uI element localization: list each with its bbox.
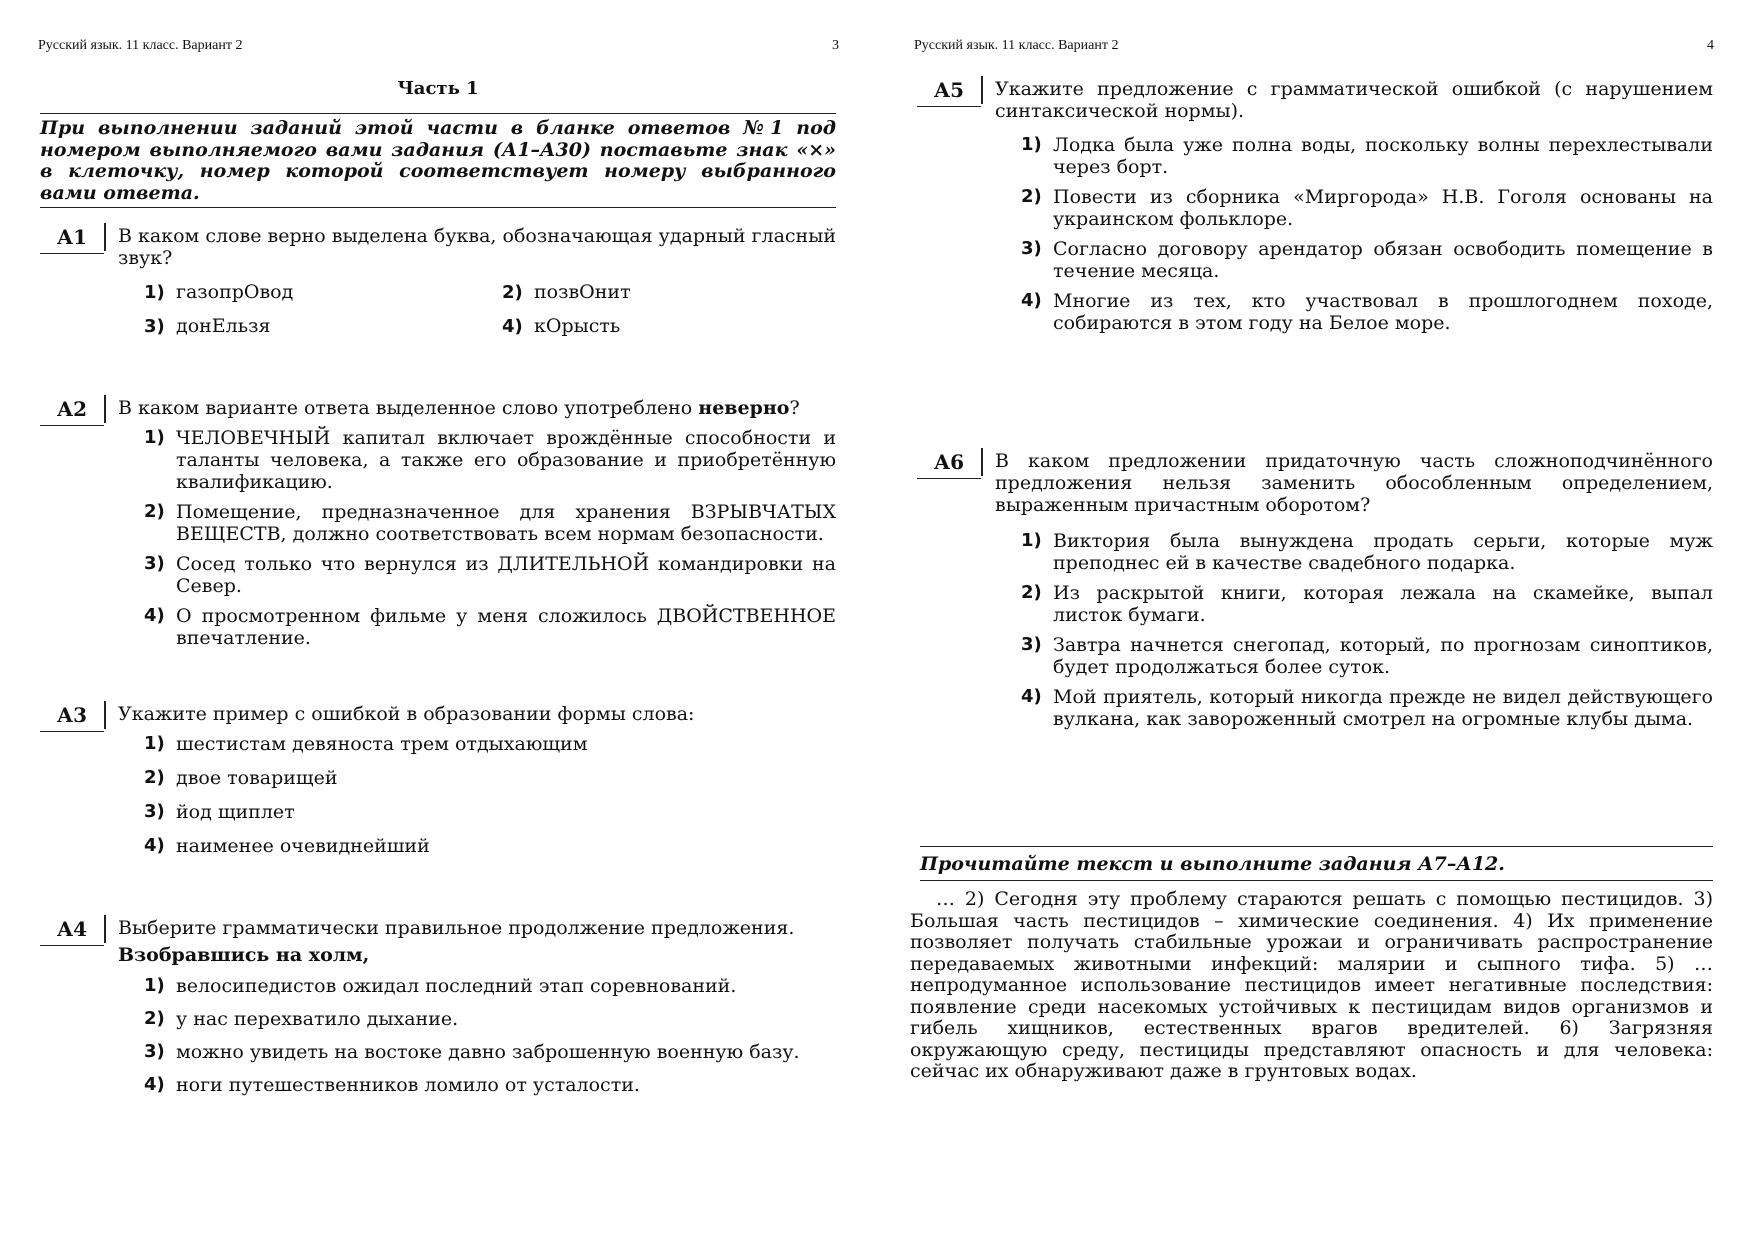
right-page: [877, 0, 1754, 1239]
question-text: Выберите грамматически правильное продолжение предложения.: [118, 917, 795, 939]
option-4[interactable]: [502, 315, 620, 337]
option-1[interactable]: [1021, 530, 1713, 574]
option-number: 4): [1021, 290, 1042, 311]
option-text: Согласно договору арендатор обязан освободить помещение в течение месяца.: [1053, 238, 1713, 282]
option-number: 2): [144, 1008, 165, 1029]
option-number: 3): [144, 801, 165, 822]
label-divider: [104, 915, 106, 943]
option-number: 4): [144, 835, 165, 856]
option-text: шестистам девяноста трем отдыхающим: [176, 733, 588, 755]
option-text: наименее очевиднейший: [176, 835, 430, 857]
option-4[interactable]: [144, 835, 836, 857]
page-header: Русский язык. 11 класс. Вариант 2: [914, 38, 1119, 53]
option-2[interactable]: [502, 281, 631, 303]
reading-instruction: Прочитайте текст и выполните задания А7–А12.: [920, 846, 1713, 881]
option-3[interactable]: [144, 801, 836, 823]
option-text: можно увидеть на востоке давно заброшенную военную базу.: [176, 1041, 800, 1063]
option-text: Многие из тех, кто участвовал в прошлогоднем походе, собираются в этом году на Белое море.: [1053, 290, 1713, 334]
task-label: А1: [40, 225, 104, 254]
option-text: позвОнит: [534, 281, 631, 303]
options-list: [144, 427, 836, 649]
option-text: кОрысть: [534, 315, 621, 337]
task-question: [118, 397, 836, 419]
option-4[interactable]: [1021, 686, 1713, 730]
options-list: [1021, 134, 1713, 334]
task-question: Укажите предложение с грамматической ошибкой (с нарушением синтаксической нормы).: [995, 78, 1713, 122]
option-number: 2): [144, 767, 165, 788]
option-number: 3): [1021, 238, 1042, 259]
page-number: 3: [832, 38, 839, 53]
option-text: ноги путешественников ломило от усталости.: [176, 1074, 640, 1096]
option-number: 2): [502, 282, 523, 303]
part-title: Часть 1: [397, 78, 479, 99]
task-label: А4: [40, 917, 104, 946]
option-number: 4): [144, 1074, 165, 1095]
label-divider: [981, 76, 983, 104]
task-question: В каком предложении придаточную часть сложноподчинённого предложения нельзя заменить обособленным определением, выраженным причастным оборотом?: [995, 450, 1713, 516]
option-number: 4): [502, 316, 523, 337]
option-text: Лодка была уже полна воды, поскольку волны перехлестывали через борт.: [1053, 134, 1713, 178]
option-text: двое товарищей: [176, 767, 338, 789]
options-list: [144, 975, 836, 1096]
option-number: 1): [1021, 530, 1042, 551]
question-text: В каком варианте ответа выделенное слово употреблено: [118, 397, 699, 419]
option-number: 3): [144, 1041, 165, 1062]
option-2[interactable]: [1021, 186, 1713, 230]
question-emphasis: неверно: [698, 397, 790, 419]
option-3[interactable]: [1021, 634, 1713, 678]
option-4[interactable]: [1021, 290, 1713, 334]
option-number: 2): [144, 501, 165, 522]
option-text: Сосед только что вернулся из ДЛИТЕЛЬНОЙ командировки на Север.: [176, 553, 836, 597]
option-text: О просмотренном фильме у меня сложилось ДВОЙСТВЕННОЕ впечатление.: [176, 605, 836, 649]
option-3[interactable]: [1021, 238, 1713, 282]
option-1[interactable]: [144, 733, 836, 755]
option-3[interactable]: [144, 315, 270, 337]
option-text: велосипедистов ожидал последний этап соревнований.: [176, 975, 737, 997]
option-text: Помещение, предназначенное для хранения ВЗРЫВЧАТЫХ ВЕЩЕСТВ, должно соответствовать всем нормам безопасности.: [176, 501, 836, 545]
page-number: 4: [1707, 38, 1714, 53]
option-number: 1): [1021, 134, 1042, 155]
option-2[interactable]: [1021, 582, 1713, 626]
option-number: 4): [1021, 686, 1042, 707]
label-divider: [981, 448, 983, 476]
option-number: 3): [144, 553, 165, 574]
option-1[interactable]: [144, 281, 293, 303]
option-text: йод щиплет: [176, 801, 295, 823]
option-number: 2): [1021, 186, 1042, 207]
option-4[interactable]: [144, 605, 836, 649]
option-number: 1): [144, 427, 165, 448]
option-2[interactable]: [144, 1008, 836, 1030]
option-text: газопрОвод: [176, 281, 294, 303]
option-text: Из раскрытой книги, которая лежала на скамейке, выпал листок бумаги.: [1053, 582, 1713, 626]
option-number: 2): [1021, 582, 1042, 603]
question-text: ?: [789, 397, 800, 419]
page-header: Русский язык. 11 класс. Вариант 2: [38, 38, 243, 53]
task-label: А6: [917, 450, 981, 479]
option-number: 1): [144, 282, 165, 303]
option-1[interactable]: [1021, 134, 1713, 178]
option-4[interactable]: [144, 1074, 836, 1096]
option-text: у нас перехватило дыхание.: [176, 1008, 459, 1030]
option-text: донЕльзя: [176, 315, 271, 337]
label-divider: [104, 701, 106, 729]
option-number: 3): [1021, 634, 1042, 655]
options-list: [1021, 530, 1713, 730]
option-number: 4): [144, 605, 165, 626]
option-2[interactable]: [144, 501, 836, 545]
task-label: А5: [917, 78, 981, 107]
instruction-box: При выполнении заданий этой части в бланке ответов №1 под номером выполняемого вами задания (А1–А30) поставьте знак «×» в клеточку, номер которой соответствует номеру выбранного вами ответа.: [40, 113, 836, 208]
task-label: А3: [40, 703, 104, 732]
task-question: В каком слове верно выделена буква, обозначающая ударный гласный звук?: [118, 225, 836, 269]
option-number: 1): [144, 733, 165, 754]
option-text: Виктория была вынуждена продать серьги, которые муж преподнес ей в качестве свадебного подарка.: [1053, 530, 1713, 574]
option-2[interactable]: [144, 767, 836, 789]
task-label: А2: [40, 397, 104, 426]
option-text: Завтра начнется снегопад, который, по прогнозам синоптиков, будет продолжаться более суток.: [1053, 634, 1713, 678]
option-number: 1): [144, 975, 165, 996]
options-list: [144, 733, 836, 857]
option-text: Повести из сборника «Миргорода» Н.В. Гоголя основаны на украинском фольклоре.: [1053, 186, 1713, 230]
option-3[interactable]: [144, 553, 836, 597]
task-question: Укажите пример с ошибкой в образовании формы слова:: [118, 703, 695, 725]
reading-passage: … 2) Сегодня эту проблему стараются решать с помощью пестицидов. 3) Большая часть пестицидов – химические соединения. 4) Их применение позволяет получать стабильные урожаи и ограничивать распространение передаваемых животными инфекций: малярии и сыпного тифа. 5) … непродуманное использование пестицидов имеет негативные последствия: появление среди насекомых устойчивых к пестицидам видов организмов и гибель хищников, естественных врагов вредителей. 6) Загрязняя окружающую среду, пестициды представляют опасность и для человека: сейчас их обнаруживают даже в грунтовых водах.: [910, 888, 1713, 1082]
option-number: 3): [144, 316, 165, 337]
option-1[interactable]: [144, 427, 836, 493]
label-divider: [104, 395, 106, 423]
option-text: Мой приятель, который никогда прежде не видел действующего вулкана, как завороженный смотрел на огромные клубы дыма.: [1053, 686, 1713, 730]
option-3[interactable]: [144, 1041, 836, 1063]
question-emphasis: Взобравшись на холм,: [118, 944, 370, 966]
option-1[interactable]: [144, 975, 836, 997]
label-divider: [104, 223, 106, 251]
option-text: ЧЕЛОВЕЧНЫЙ капитал включает врождённые способности и таланты человека, а также его образование и приобретённую квалификацию.: [176, 427, 836, 493]
task-question: [118, 917, 836, 966]
